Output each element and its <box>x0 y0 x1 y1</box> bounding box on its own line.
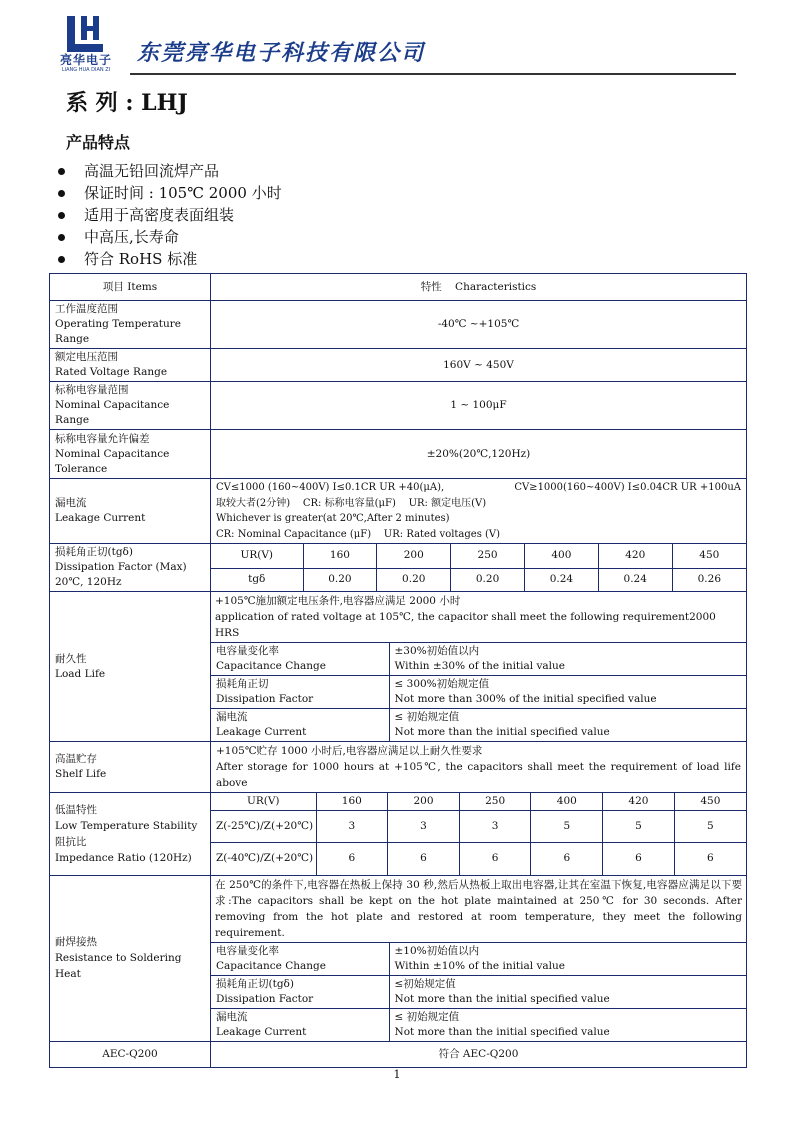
table-row <box>50 479 747 544</box>
logo-mark-icon <box>65 16 105 52</box>
table-row <box>50 1041 747 1067</box>
dissipation-subtable-cell <box>211 544 747 592</box>
logo-text: 亮华电子 <box>59 53 112 67</box>
row-value: 160V ~ 450V <box>211 349 747 382</box>
value-cn: ±10%初始值以内 <box>394 944 480 957</box>
ratio-value: 6 <box>674 843 746 875</box>
desc-cn: +105℃贮存 1000 小时后,电容器应满足以上耐久性要求 <box>216 745 483 757</box>
row-value: ±20%(20℃,120Hz) <box>211 430 747 479</box>
row-label <box>50 793 211 876</box>
list-item: 中高压,长寿命 <box>56 226 282 248</box>
row-label <box>50 479 211 544</box>
desc-cn: 在 250℃的条件下,电容器在热板上保持 30 秒,然后从热板上取出电容器,让其在室温下恢复,电容器应满足以下要求: <box>215 878 742 907</box>
ratio-value: 3 <box>388 811 460 843</box>
low-temp-subtable <box>211 793 746 875</box>
table-row <box>50 382 747 430</box>
label-en: Dissipation Factor (Max) 20℃, 120Hz <box>55 561 187 588</box>
table-row <box>50 349 747 382</box>
voltage-cell: 160 <box>316 793 388 811</box>
param-en: Dissipation Factor <box>216 693 314 705</box>
dissipation-subtable <box>211 544 746 591</box>
tg-value: 0.24 <box>524 568 598 591</box>
header-items: 项目 Items <box>50 274 211 301</box>
label-en: Operating Temperature Range <box>55 318 182 345</box>
label-en: Load Life <box>55 667 106 680</box>
ur-label: UR(V) <box>211 793 316 811</box>
ratio-value: 6 <box>459 843 531 875</box>
param-en: Capacitance Change <box>216 959 326 972</box>
header-divider <box>130 73 736 75</box>
ur-label: UR(V) <box>211 544 303 568</box>
table-row <box>50 875 747 1041</box>
label-cn: 耐焊接热 <box>55 936 97 948</box>
label-en: Nominal Capacitance Range <box>55 399 170 426</box>
desc-cn: +105℃施加额定电压条件,电容器应满足 2000 小时 <box>215 595 461 607</box>
param-value <box>389 1008 746 1041</box>
load-life-desc <box>211 592 746 642</box>
param-cn: 损耗角正切 <box>216 678 269 690</box>
voltage-cell: 400 <box>524 544 598 568</box>
company-logo <box>51 14 121 74</box>
row-label: AEC-Q200 <box>50 1041 211 1067</box>
spec-table <box>49 273 747 1068</box>
voltage-cell: 250 <box>459 793 531 811</box>
row-value <box>211 742 747 793</box>
voltage-cell: 160 <box>303 544 377 568</box>
ratio-value: 5 <box>603 811 675 843</box>
param-en: Capacitance Change <box>216 660 326 672</box>
row-value: 符合 AEC-Q200 <box>211 1041 747 1067</box>
tg-value: 0.20 <box>451 568 525 591</box>
param-cn: 电容量变化率 <box>216 645 279 657</box>
logo-subtext: LIANG HUA DIAN ZI <box>61 67 111 73</box>
label-en: Nominal Capacitance Tolerance <box>55 447 170 475</box>
voltage-cell: 400 <box>531 793 603 811</box>
value-en: Not more than the initial specified value <box>394 726 610 738</box>
value-cn: ≤初始规定值 <box>394 977 456 990</box>
features-list <box>56 160 282 270</box>
desc-en: After storage for 1000 hours at +105℃, the capacitors shall meet the requirement of load life above <box>216 761 741 789</box>
tg-value: 0.20 <box>303 568 377 591</box>
param-label <box>211 676 389 709</box>
ratio-label: Z(-25℃)/Z(+20℃) <box>211 811 316 843</box>
list-item: 符合 RoHS 标准 <box>56 248 282 270</box>
table-row <box>50 544 747 592</box>
label-cn: 损耗角正切(tgδ) <box>55 546 133 558</box>
table-row <box>50 301 747 349</box>
value-cn: ≤ 初始规定值 <box>394 711 460 723</box>
label-en: Impedance Ratio (120Hz) <box>55 851 192 864</box>
tg-value: 0.26 <box>672 568 746 591</box>
row-label <box>50 592 211 742</box>
row-label <box>50 544 211 592</box>
row-value: -40℃ ~+105℃ <box>211 301 747 349</box>
load-life-subtable <box>211 642 746 741</box>
param-en: Dissipation Factor <box>216 992 314 1005</box>
ratio-label: Z(-40℃)/Z(+20℃) <box>211 843 316 875</box>
ratio-value: 5 <box>674 811 746 843</box>
param-label <box>211 1008 389 1041</box>
solder-cell <box>211 875 747 1041</box>
row-label <box>50 301 211 349</box>
label-en: Resistance to Soldering Heat <box>55 952 182 980</box>
voltage-cell: 450 <box>672 544 746 568</box>
label-cn: 标称电容量范围 <box>55 384 129 396</box>
label-cn: 低温特性 <box>55 803 97 816</box>
list-item: 保证时间 : 105℃ 2000 小时 <box>56 182 282 204</box>
voltage-cell: 200 <box>377 544 451 568</box>
label-en: Shelf Life <box>55 768 107 780</box>
leakage-line3: Whichever is greater(at 20℃,After 2 minutes) <box>216 513 450 524</box>
ratio-value: 6 <box>531 843 603 875</box>
label-cn: 额定电压范围 <box>55 351 118 363</box>
company-name: 东莞亮华电子科技有限公司 <box>137 41 426 66</box>
param-cn: 漏电流 <box>216 711 248 723</box>
param-label <box>211 975 389 1008</box>
series-title: 系 列 : LHJ <box>66 90 188 116</box>
value-en: Not more than 300% of the initial specified value <box>394 693 657 705</box>
label-en: Leakage Current <box>55 512 146 524</box>
row-label <box>50 382 211 430</box>
ratio-value: 6 <box>316 843 388 875</box>
solder-desc <box>211 876 746 942</box>
tg-value: 0.24 <box>598 568 672 591</box>
value-en: Within ±10% of the initial value <box>394 959 565 972</box>
param-value <box>389 975 746 1008</box>
label-cn: 阻抗比 <box>55 835 87 848</box>
param-cn: 损耗角正切(tgδ) <box>216 977 294 990</box>
param-cn: 电容量变化率 <box>216 944 279 957</box>
solder-subtable <box>211 942 746 1041</box>
desc-en: application of rated voltage at 105℃, the capacitor shall meet the following requirement2000 HRS <box>215 611 716 639</box>
param-value <box>389 643 746 676</box>
param-value <box>389 942 746 975</box>
voltage-cell: 420 <box>603 793 675 811</box>
list-item: 适用于高密度表面组装 <box>56 204 282 226</box>
header-characteristics: 特性 Characteristics <box>211 274 747 301</box>
row-label <box>50 875 211 1041</box>
desc-en: The capacitors shall be kept on the hot plate maintained at 250℃ for 30 seconds. After removing from the hot plate and restored at room temperature, they meet the following requirement. <box>215 894 742 939</box>
value-cn: ≤ 初始规定值 <box>394 1010 460 1023</box>
row-label <box>50 742 211 793</box>
row-value: 1 ~ 100μF <box>211 382 747 430</box>
value-en: Not more than the initial specified value <box>394 992 610 1005</box>
voltage-cell: 420 <box>598 544 672 568</box>
ratio-value: 6 <box>603 843 675 875</box>
ratio-value: 5 <box>531 811 603 843</box>
table-row <box>50 592 747 742</box>
voltage-cell: 450 <box>674 793 746 811</box>
label-en: Low Temperature Stability <box>55 819 198 832</box>
row-label <box>50 349 211 382</box>
param-value <box>389 709 746 742</box>
param-cn: 漏电流 <box>216 1010 248 1023</box>
value-cn: ±30%初始值以内 <box>394 645 480 657</box>
param-en: Leakage Current <box>216 1025 307 1038</box>
param-value <box>389 676 746 709</box>
row-value <box>211 479 747 544</box>
ratio-value: 6 <box>388 843 460 875</box>
leakage-line2: 取较大者(2分钟) CR: 标称电容量(μF) UR: 额定电压(V) <box>216 497 487 509</box>
param-label <box>211 643 389 676</box>
value-en: Not more than the initial specified value <box>394 1025 610 1038</box>
features-title: 产品特点 <box>66 133 131 152</box>
ratio-value: 3 <box>459 811 531 843</box>
value-cn: ≤ 300%初始规定值 <box>394 678 490 690</box>
leakage-formula-a: CV≤1000 (160~400V) I≤0.1CR UR +40(μA), <box>216 482 445 493</box>
param-label <box>211 709 389 742</box>
low-temp-subtable-cell <box>211 793 747 876</box>
row-label <box>50 430 211 479</box>
label-cn: 高温贮存 <box>55 753 97 765</box>
tg-value: 0.20 <box>377 568 451 591</box>
table-row <box>50 430 747 479</box>
list-item: 高温无铅回流焊产品 <box>56 160 282 182</box>
label-cn: 耐久性 <box>55 652 87 665</box>
param-en: Leakage Current <box>216 726 307 738</box>
tg-label: tgδ <box>211 568 303 591</box>
table-row <box>50 742 747 793</box>
leakage-line1 <box>216 480 741 496</box>
label-cn: 工作温度范围 <box>55 303 118 315</box>
label-cn: 标称电容量允许偏差 <box>55 432 150 445</box>
table-row <box>50 793 747 876</box>
ratio-value: 3 <box>316 811 388 843</box>
value-en: Within ±30% of the initial value <box>394 660 565 672</box>
voltage-cell: 250 <box>451 544 525 568</box>
label-cn: 漏电流 <box>55 497 87 509</box>
voltage-cell: 200 <box>388 793 460 811</box>
label-en: Rated Voltage Range <box>55 366 168 378</box>
load-life-cell <box>211 592 747 742</box>
param-label <box>211 942 389 975</box>
page-number: 1 <box>393 1068 401 1081</box>
leakage-formula-b: CV≥1000(160~400V) I≤0.04CR UR +100uA <box>514 482 741 493</box>
table-header-row <box>50 274 747 301</box>
leakage-line4: CR: Nominal Capacitance (μF) UR: Rated voltages (V) <box>216 528 501 540</box>
